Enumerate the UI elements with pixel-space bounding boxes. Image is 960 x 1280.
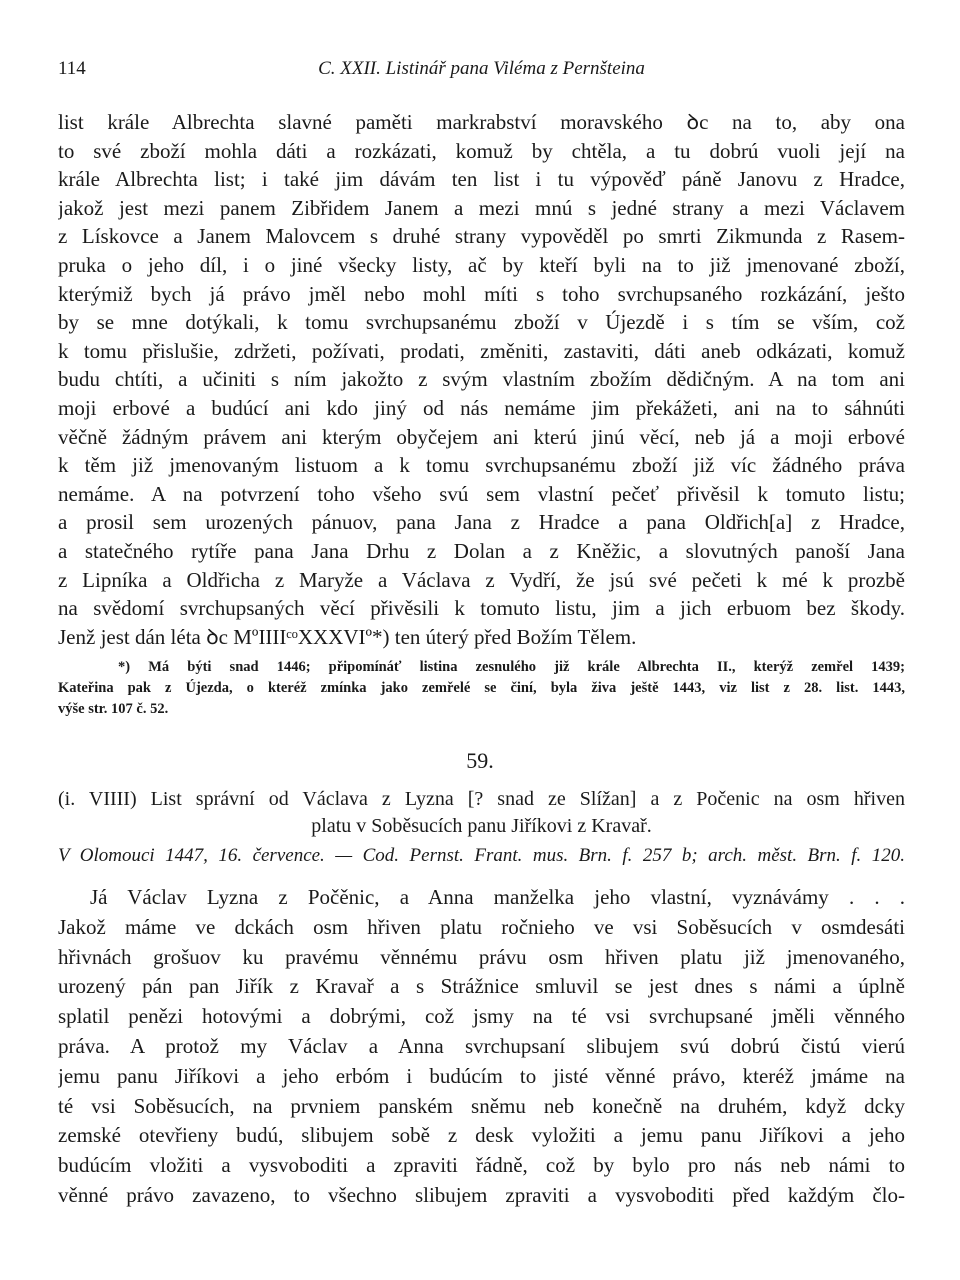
text-line: to své zboží mohla dáti a rozkázati, komuž by chtěla, a tu dobrú vuoli její na <box>58 138 905 163</box>
text-line: práva. A protož my Václav a Anna svrchupsaní slibujem svú dobrú čistú vierú <box>58 1033 905 1058</box>
text-line: k tomu přislušie, zdržeti, požívati, prodati, změniti, zastaviti, dáti aneb odkázati, komuž <box>58 338 905 363</box>
document-text <box>58 883 905 1211</box>
charter-continuation-text <box>58 108 905 651</box>
text-line: z Lískovce a Janem Malovcem s druhé strany vypověděl po smrti Zikmunda z Rasem- <box>58 224 905 249</box>
regest-line: platu v Soběsucích panu Jiříkovi z Kravař. <box>311 815 652 837</box>
text-line: moji erbové a budúcí ani kdo jiný od nás nemáme jim překážeti, ani na to sáhnúti <box>58 395 905 420</box>
text-line: Já Václav Lyzna z Počěnic, a Anna manželka jeho vlastní, vyznávámy . . . <box>90 885 905 909</box>
footnote-line: výše str. 107 č. 52. <box>58 701 169 717</box>
page-header <box>58 58 905 88</box>
text-line: budúcím vložiti a vysvoboditi a zpraviti řádně, což by bylo pro nás neb námi to <box>58 1153 905 1178</box>
regest-line: (i. VIIII) List správní od Václava z Lyzna [? snad ze Slížan] a z Počenic na osm hřiven <box>58 788 905 810</box>
text-line: věnné právo zavazeno, to všechno slibujem zpraviti a vysvoboditi před každým člo- <box>58 1182 905 1207</box>
text-line: budu chtíti, a učiniti s ním jakožto z svým vlastním zbožím dědičným. A na tom ani <box>58 367 905 392</box>
text-line: Jenž jest dán léta ꝺc MºIIIIᶜᵒXXXVIº*) ten úterý před Božím Tělem. <box>58 624 637 649</box>
text-line: z Lipníka a Oldřicha z Maryže a Václava z Vydří, že jsú své pečeti k mé k prozbě <box>58 567 905 592</box>
footnote <box>58 657 905 720</box>
text-line: nemáme. A na potvrzení toho všeho svú sem vlastní pečeť přivěsil k tomuto listu; <box>58 481 905 506</box>
text-line: a prosil sem urozených pánuov, pana Jana z Hradce a pana Oldřich[a] z Hradce, <box>58 510 905 535</box>
text-line: na svědomí svrchupsaných věcí přivěsili k tomuto listu, jim a jich erbuom bez škody. <box>58 596 905 621</box>
text-line: krále Albrechta list; i také jim dávám ten list i tu výpověď páně Janovu z Hradce, <box>58 167 905 192</box>
footnote-line: *) Má býti snad 1446; připomínáť listina zesnulého již krále Albrechta II., kterýž zemřel 1439; <box>118 659 905 675</box>
text-line: té vsi Soběsucích, na prvniem panském sněmu neb konečně na druhém, když dcky <box>58 1093 905 1118</box>
text-line: k těm již jmenovaným listuom a k tomu svrchupsanému zboží již víc žádného práva <box>58 453 905 478</box>
text-line: splatil penězi hotovými a dobrými, což jsmy na té vsi svrchupsané jměli věnného <box>58 1004 905 1029</box>
text-line: jakož jest mezi panem Zibřidem Janem a mezi mnú s jedné strany a mezi Václavem <box>58 195 905 220</box>
text-line: a statečného rytíře pana Jana Drhu z Dolan a z Kněžic, a slovutných panoší Jana <box>58 538 905 563</box>
text-line: zemské otevřieny budú, slibujem sobě z desk vyložiti a jemu panu Jiříkovi a jeho <box>58 1123 905 1148</box>
text-line: hřivnách grošuov ku pravému věnnému právu osm hřiven platu již jmenovaného, <box>58 944 905 969</box>
text-line: urozený pán pan Jiřík z Kravař a s Strážnice smluvil se jest dnes s námi a úplně <box>58 974 905 999</box>
text-line: jemu panu Jiříkovi a jeho erbóm i budúcím to jisté věnné právo, kteréž jmáme na <box>58 1063 905 1088</box>
page-number: 114 <box>58 58 86 79</box>
running-title: C. XXII. Listinář pana Viléma z Pernšteina <box>318 58 645 79</box>
text-line: list krále Albrechta slavné paměti markrabství moravského ꝺc na to, aby ona <box>58 110 905 134</box>
text-line: pruka o jeho díl, i o jiné všecky listy, ač by kteří byli na to již jmenované zboží, <box>58 252 905 277</box>
text-line: kterýmiž bych já právo jměl nebo mohl míti s toho svrchupsaného rozkázání, ješto <box>58 281 905 306</box>
source-citation: V Olomouci 1447, 16. července. — Cod. Pernst. Frant. mus. Brn. f. 257 b; arch. měst. Brn. f. 120. <box>58 845 905 866</box>
footnote-line: Kateřina pak z Újezda, o kteréž zmínka jako zemřelé se činí, byla živa ještě 1443, viz list z 28. list. 1443, <box>58 680 905 696</box>
document-regest <box>58 786 905 840</box>
text-line: by se mne dotýkali, k tomu svrchupsanému zboží v Újezdě i s tím se vším, což <box>58 310 905 335</box>
text-line: věčně žádným právem ani kterým obyčejem ani kterú jinú věcí, neb já a moji erbové <box>58 424 905 449</box>
document-number: 59. <box>466 748 494 773</box>
text-line: Jakož máme ve dckách osm hřiven platu ročnieho ve vsi Soběsucích v osmdesáti <box>58 914 905 939</box>
